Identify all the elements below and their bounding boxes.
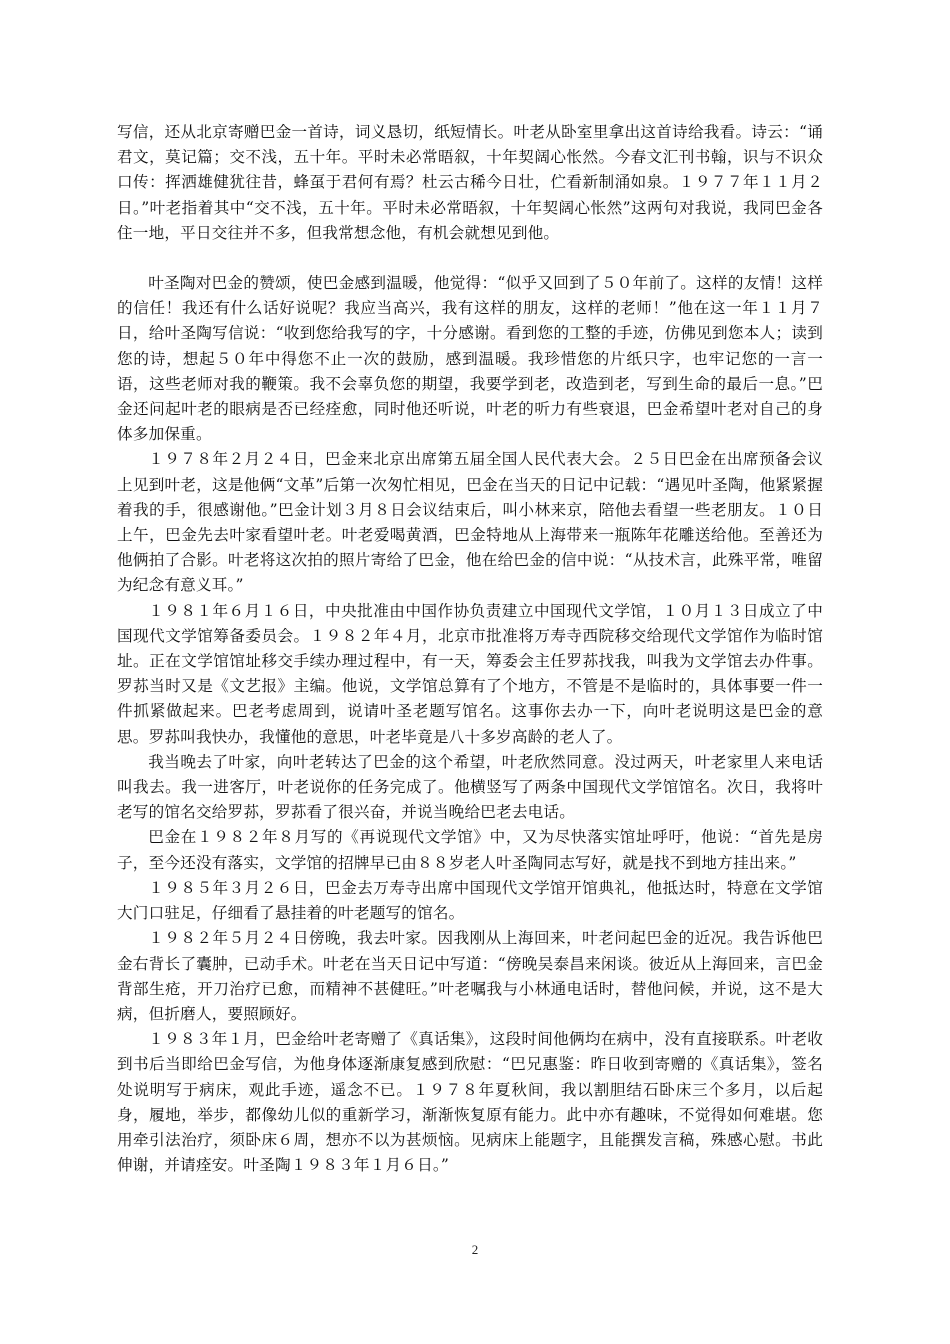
document-body (117, 120, 823, 1178)
paragraph-1978-meeting: １９７８年２月２４日，巴金来北京出席第五届全国人民代表大会。２５日巴金在出席预备会议上见到叶老，这是他俩“文革”后第一次匆忙相见，巴金在当天的日记中记载：“遇见叶圣陶，他紧紧握着我的手，很感谢他。”巴金计划３月８日会议结束后，叫小林来京，陪他去看望一些老朋友。１０日上午，巴金先去叶家看望叶老。叶老爱喝黄酒，巴金特地从上海带来一瓶陈年花雕送给他。至善还为他俩拍了合影。叶老将这次拍的照片寄给了巴金，他在给巴金的信中说：“从技术言，此殊平常，唯留为纪念有意义耳。” (117, 450, 823, 595)
paragraph-1982-visit: １９８２年５月２４日傍晚，我去叶家。因我刚从上海回来，叶老问起巴金的近况。我告诉他巴金右背长了囊肿，已动手术。叶老在当天日记中写道：“傍晚吴泰昌来闲谈。彼近从上海回来，言巴金背部生疮，开刀治疗已愈，而精神不甚健旺。”叶老嘱我与小林通电话时，替他问候，并说，这不是大病，但折磨人，要照顾好。 (117, 929, 823, 1023)
paragraph-poem-letter: 写信，还从北京寄赠巴金一首诗，词义恳切，纸短情长。叶老从卧室里拿出这首诗给我看。诗云：“诵君文，莫记篇；交不浅，五十年。平时未必常晤叙，十年契阔心怅然。今春文汇刊书翰，识与不识众口传：挥洒雄健犹往昔，蜂虿于君何有焉？杜云古稀今日壮，伫看新制涌如泉。１９７７年１１月２日。”叶老指着其中“交不浅，五十年。平时未必常晤叙，十年契阔心怅然”这两句对我说，我同巴金各住一地，平日交往并不多，但我常想念他，有机会就想见到他。 (117, 123, 823, 242)
page-number: 2 (471, 1242, 479, 1257)
paragraph-1982-essay: 巴金在１９８２年８月写的《再说现代文学馆》中，又为尽快落实馆址呼吁，他说：“首先是房子，至今还没有落实，文学馆的招牌早已由８８岁老人叶圣陶同志写好，就是找不到地方挂出来。” (117, 828, 823, 872)
paragraph-bajin-reply: 叶圣陶对巴金的赞颂，使巴金感到温暖，他觉得：“似乎又回到了５０年前了。这样的友情！这样的信任！我还有什么话好说呢？我应当高兴，我有这样的朋友，这样的老师！”他在这一年１１月７日，给叶圣陶写信说：“收到您给我写的字，十分感谢。看到您的工整的手迹，仿佛见到您本人；读到您的诗，想起５０年中得您不止一次的鼓励，感到温暖。我珍惜您的片纸只字，也牢记您的一言一语，这些老师对我的鞭策。我不会辜负您的期望，我要学到老，改造到老，写到生命的最后一息。”巴金还问起叶老的眼病是否已经痊愈，同时他还听说，叶老的听力有些衰退，巴金希望叶老对自己的身体多加保重。 (117, 274, 823, 444)
paragraph-1981-literature-museum: １９８１年６月１６日，中央批准由中国作协负责建立中国现代文学馆，１０月１３日成立了中国现代文学馆筹备委员会。１９８２年４月，北京市批准将万寿寺西院移交给现代文学馆作为临时馆址。正在文学馆馆址移交手续办理过程中，有一天，筹委会主任罗荪找我，叫我为文学馆去办件事。罗荪当时又是《文艺报》主编。他说，文学馆总算有了个地方，不管是不是临时的，具体事要一件一件抓紧做起来。巴老考虑周到，说请叶圣老题写馆名。这事你去办一下，向叶老说明这是巴金的意思。罗荪叫我快办，我懂他的意思，叶老毕竟是八十多岁高龄的老人了。 (117, 601, 823, 746)
paragraph-1985-opening: １９８５年３月２６日，巴金去万寿寺出席中国现代文学馆开馆典礼，他抵达时，特意在文学馆大门口驻足，仔细看了悬挂着的叶老题写的馆名。 (117, 878, 823, 923)
paragraph-museum-name-calligraphy: 我当晚去了叶家，向叶老转达了巴金的这个希望，叶老欣然同意。没过两天，叶老家里人来电话叫我去。我一进客厅，叶老说你的任务完成了。他横竖写了两条中国现代文学馆馆名。次日，我将叶老写的馆名交给罗荪，罗荪看了很兴奋，并说当晚给巴老去电话。 (117, 752, 823, 822)
paragraph-1983-letter: １９８３年１月，巴金给叶老寄赠了《真话集》，这段时间他俩均在病中，没有直接联系。叶老收到书后当即给巴金写信，为他身体逐渐康复感到欣慰：“巴兄惠鉴：昨日收到寄赠的《真话集》，签名处说明写于病床，观此手迹，遥念不已。１９７８年夏秋间，我以割胆结石卧床三个多月，以后起身，履地，举步，都像幼儿似的重新学习，渐渐恢复原有能力。此中亦有趣味，不觉得如何难堪。您用牵引法治疗，须卧床６周，想亦不以为甚烦恼。见病床上能题字，且能撰发言稿，殊感心慰。书此伸谢，并请痊安。叶圣陶１９８３年１月６日。” (117, 1030, 823, 1175)
